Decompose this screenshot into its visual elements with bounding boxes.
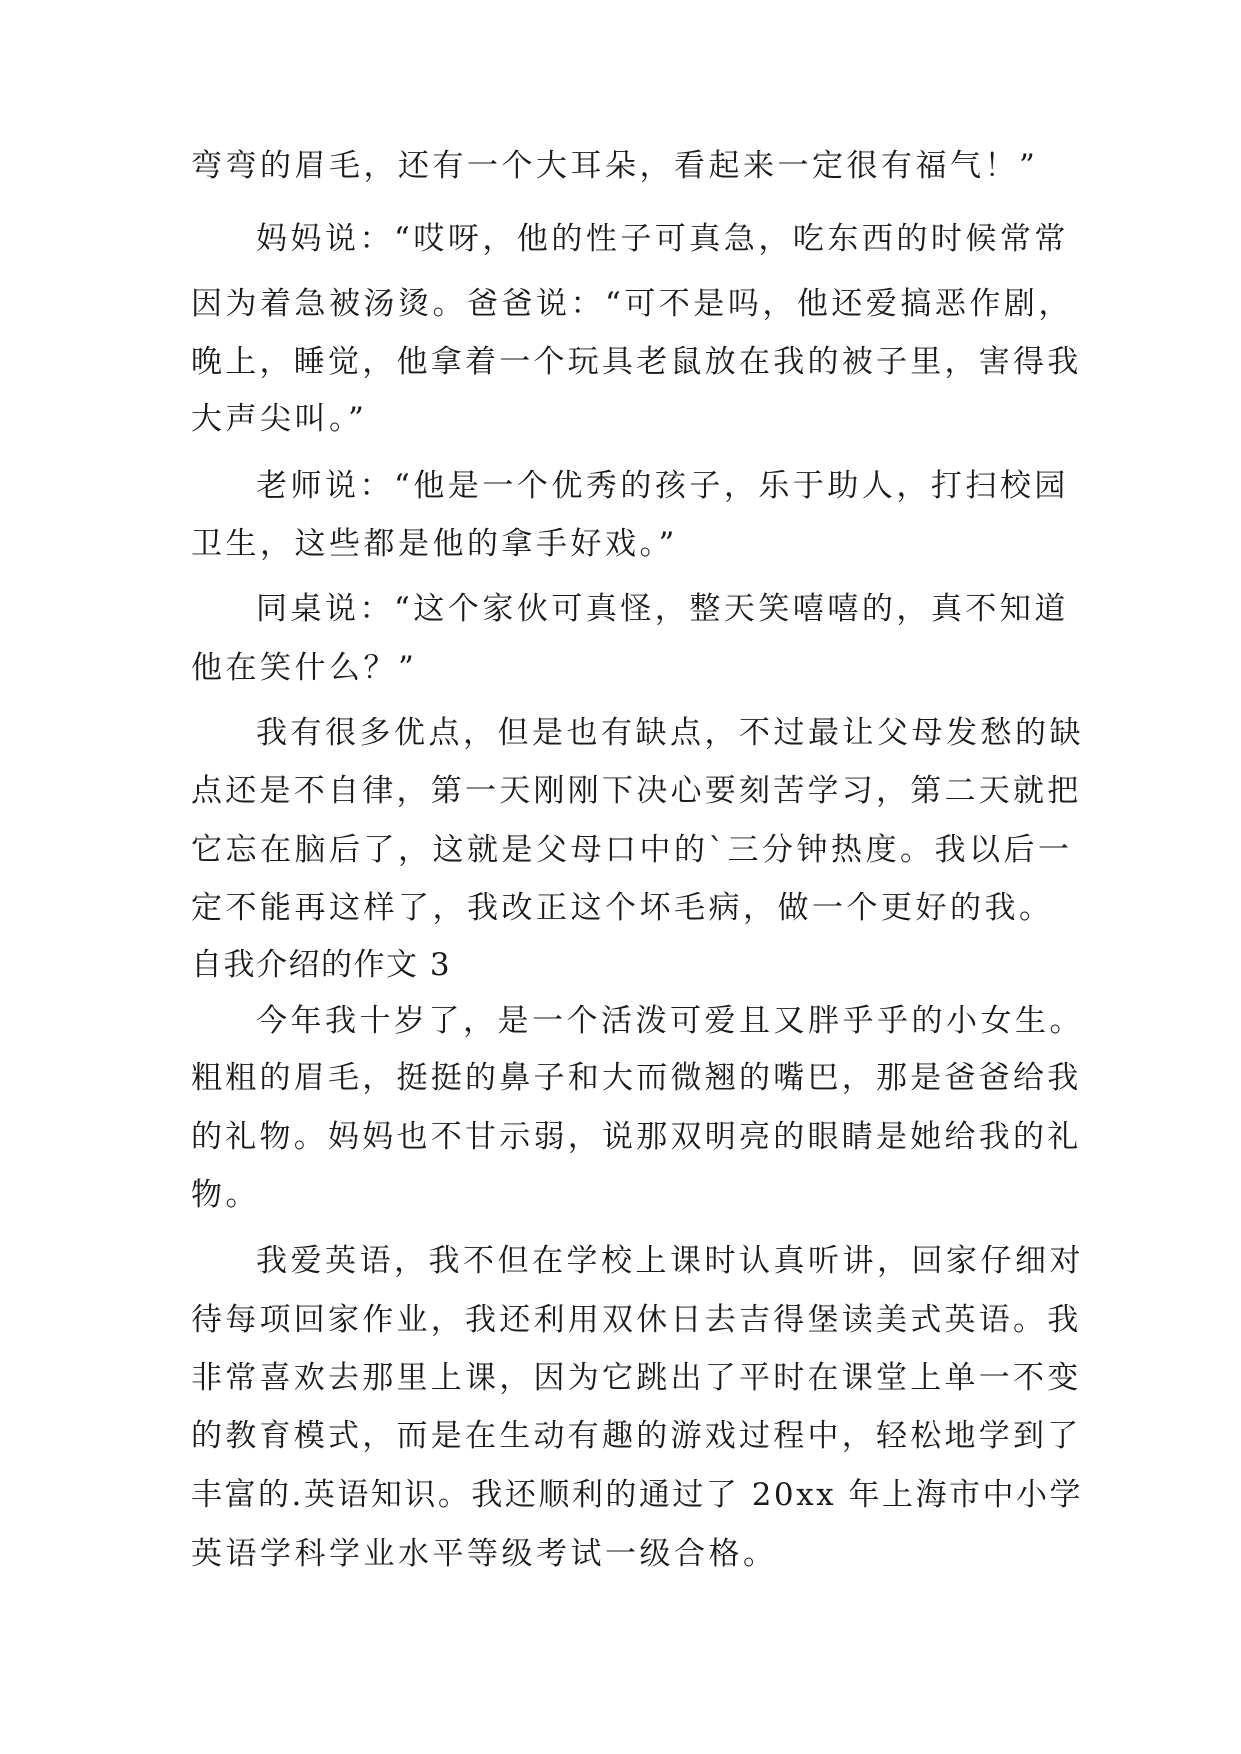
text-line: 大声尖叫。”: [191, 401, 368, 437]
text-line: 卫生，这些都是他的拿手好戏。”: [191, 526, 678, 562]
text-line: 老师说：“他是一个优秀的孩子，乐于助人，打扫校园: [256, 468, 1069, 504]
text-line: 妈妈说：“哎呀，他的性子可真急，吃东西的时候常常: [256, 221, 1069, 257]
text-line: 他在笑什么？”: [191, 650, 418, 686]
text-line: 英语学科学业水平等级考试一级合格。: [191, 1536, 778, 1572]
text-line: 它忘在脑后了，这就是父母口中的`三分钟热度。我以后一: [191, 832, 1073, 868]
text-line: 定不能再这样了，我改正这个坏毛病，做一个更好的我。: [191, 890, 1054, 926]
text-line: 晚上，睡觉，他拿着一个玩具老鼠放在我的被子里，害得我: [191, 344, 1082, 380]
text-line: 待每项回家作业，我还利用双休日去吉得堡读美式英语。我: [191, 1302, 1082, 1338]
text-line: 物。: [191, 1177, 260, 1213]
text-line: 非常喜欢去那里上课，因为它跳出了平时在课堂上单一不变: [191, 1360, 1082, 1396]
text-line: 同桌说：“这个家伙可真怪，整天笑嘻嘻的，真不知道: [256, 591, 1069, 627]
text-line: 今年我十岁了，是一个活泼可爱且又胖乎乎的小女生。: [256, 1003, 1084, 1039]
text-line: 我爱英语，我不但在学校上课时认真听讲，回家仔细对: [256, 1243, 1084, 1279]
text-line: 丰富的.英语知识。我还顺利的通过了 20xx 年上海市中小学: [191, 1477, 1083, 1513]
text-line: 因为着急被汤烫。爸爸说：“可不是吗，他还爱搞恶作剧，: [191, 286, 1073, 322]
section-heading: 自我介绍的作文 3: [191, 947, 452, 983]
text-line: 我有很多优点，但是也有缺点，不过最让父母发愁的缺: [256, 715, 1084, 751]
text-line: 的教育模式，而是在生动有趣的游戏过程中，轻松地学到了: [191, 1418, 1082, 1454]
text-line: 的礼物。妈妈也不甘示弱，说那双明亮的眼睛是她给我的礼: [191, 1119, 1082, 1155]
text-line: 粗粗的眉毛，挺挺的鼻子和大而微翘的嘴巴，那是爸爸给我: [191, 1060, 1082, 1096]
text-line: 点还是不自律，第一天刚刚下决心要刻苦学习，第二天就把: [191, 773, 1082, 809]
text-line: 弯弯的眉毛，还有一个大耳朵，看起来一定很有福气！”: [191, 148, 1039, 184]
